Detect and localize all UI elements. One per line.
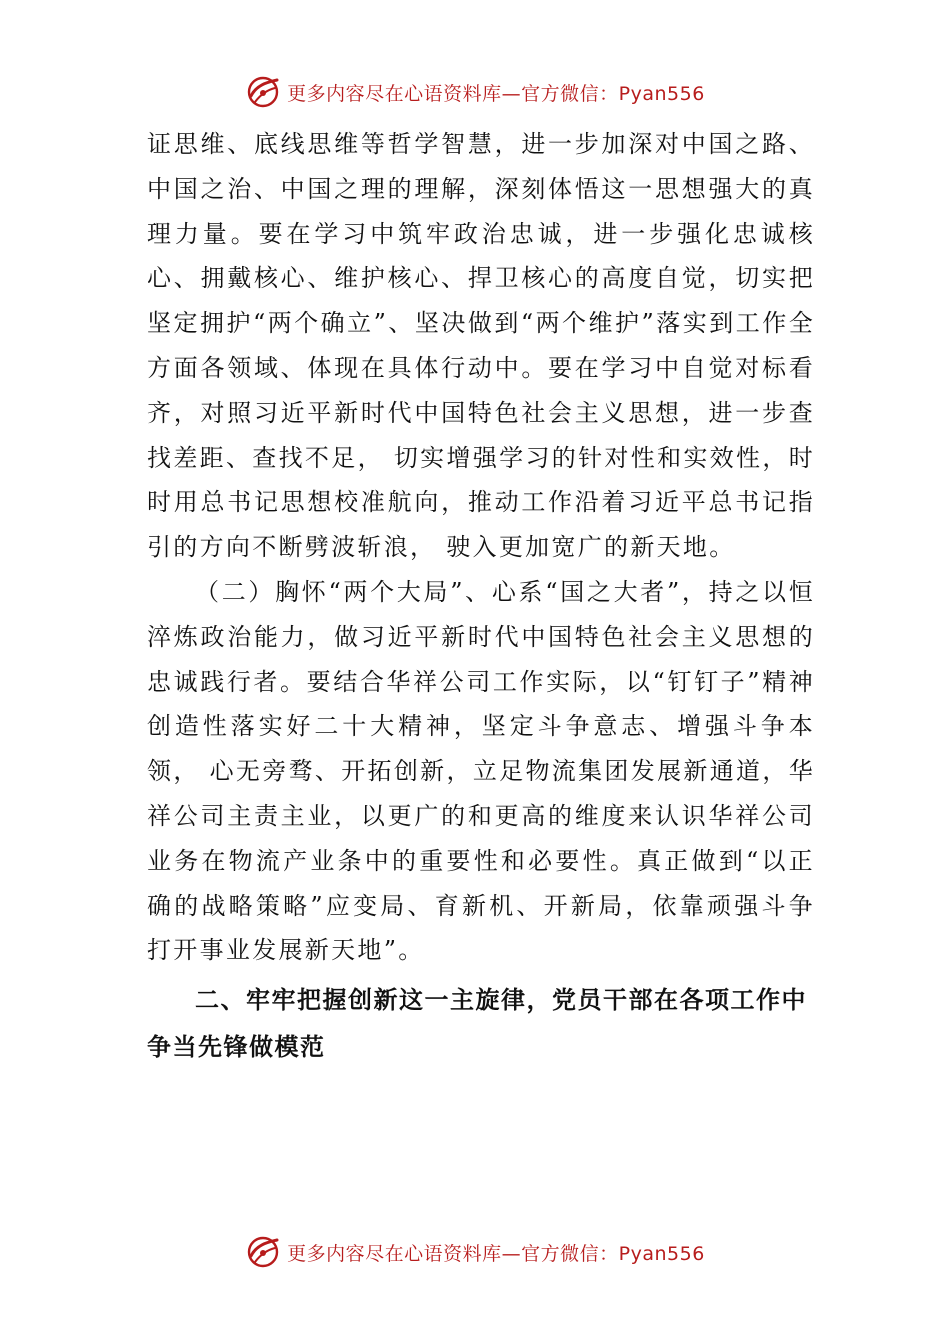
footer-watermark-text: 更多内容尽在心语资料库—官方微信：Pyan556 — [287, 1242, 705, 1265]
seal-logo-icon — [245, 1234, 281, 1270]
header-watermark — [0, 72, 950, 112]
section-heading: 二、牢牢把握创新这一主旋律，党员干部在各项工作中争当先锋做模范 — [147, 986, 807, 1062]
body-paragraph-2: （二）胸怀“两个大局”、心系“国之大者”，持之以恒淬炼政治能力，做习近平新时代中国特色社会主义思想的忠诚践行者。要结合华祥公司工作实际，以“钉钉子”精神创造性落实好二十大精神，坚定斗争意志、增强斗争本领， 心无旁骛、开拓创新，立足物流集团发展新通道，华祥公司主责主业，以更广的和更高的维度来认识华祥公司业务在物流产业条中的重要性和必要性。真正做到“以正确的战略策略”应变局、育新机、开新局，依靠顽强斗争打开事业发展新天地”。 — [147, 577, 815, 965]
footer-watermark — [0, 1232, 950, 1272]
document-body — [147, 122, 815, 1071]
header-watermark-text: 更多内容尽在心语资料库—官方微信：Pyan556 — [287, 82, 705, 105]
body-paragraph-1: 证思维、底线思维等哲学智慧，进一步加深对中国之路、中国之治、中国之理的理解，深刻体悟这一思想强大的真理力量。要在学习中筑牢政治忠诚，进一步强化忠诚核心、拥戴核心、维护核心、捍卫核心的高度自觉，切实把坚定拥护“两个确立”、坚决做到“两个维护”落实到工作全方面各领域、体现在具体行动中。要在学习中自觉对标看齐，对照习近平新时代中国特色社会主义思想，进一步查找差距、查找不足， 切实增强学习的针对性和实效性，时时用总书记思想校准航向，推动工作沿着习近平总书记指引的方向不断劈波斩浪， 驶入更加宽广的新天地。 — [147, 130, 815, 562]
seal-logo-icon — [245, 74, 281, 110]
